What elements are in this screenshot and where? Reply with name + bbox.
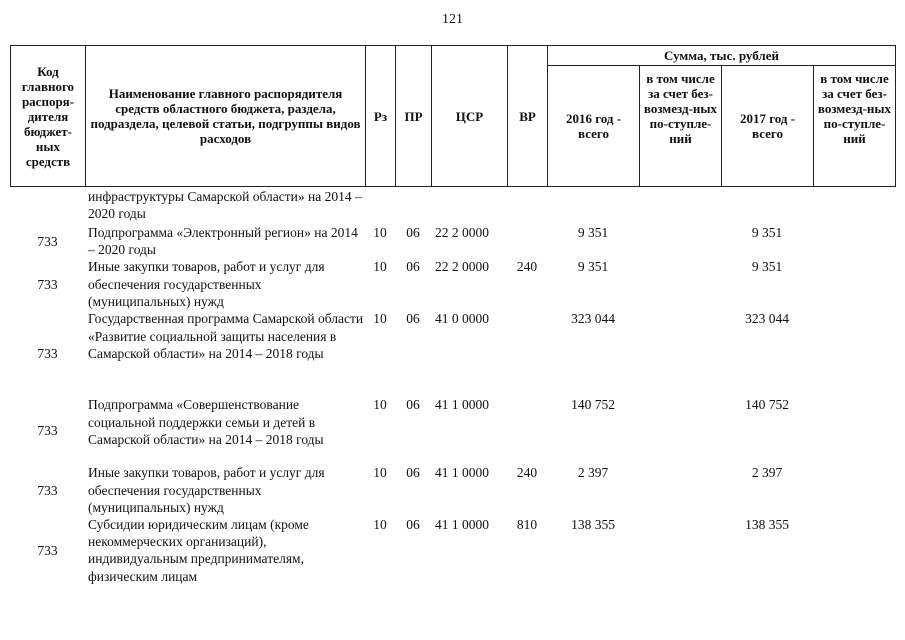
row-pr: 06 (406, 397, 420, 413)
header-rz: Рз (366, 46, 396, 187)
row-incl-2017 (813, 310, 895, 396)
row-pr (395, 188, 431, 224)
row-csr (431, 188, 507, 224)
row-incl-2017 (813, 188, 895, 224)
row-sum-2016: 323 044 (571, 311, 615, 327)
row-rz: 10 (373, 397, 387, 413)
row-vr: 240 (516, 259, 538, 275)
row-incl-2017 (813, 396, 895, 464)
row-sum-2016: 2 397 (577, 465, 609, 481)
row-incl-2016 (639, 516, 721, 586)
row-rz (365, 188, 395, 224)
row-sum-2017: 138 355 (745, 517, 789, 533)
row-name: Субсидии юридическим лицам (кроме некоммерческих организаций), индивидуальным предпринимателям, физическим лицам (88, 517, 309, 584)
header-sum-group: Сумма, тыс. рублей (548, 46, 896, 66)
header-code: Код главного распоря-дителя бюджет-ных средств (11, 46, 86, 187)
row-incl-2017 (813, 224, 895, 258)
table-row (10, 224, 895, 258)
row-name: Иные закупки товаров, работ и услуг для обеспечения государственных (муниципальных) нужд (88, 465, 325, 515)
row-name: Иные закупки товаров, работ и услуг для обеспечения государственных (муниципальных) нужд (88, 259, 325, 309)
header-pr: ПР (396, 46, 432, 187)
row-sum-2017: 9 351 (751, 259, 783, 275)
header-csr: ЦСР (432, 46, 508, 187)
table-row (10, 516, 895, 586)
row-vr (507, 396, 547, 464)
row-incl-2017 (813, 516, 895, 586)
row-pr: 06 (406, 465, 420, 481)
page-number: 121 (442, 12, 463, 27)
row-sum-2017: 140 752 (745, 397, 789, 413)
row-sum-2017: 323 044 (745, 311, 789, 327)
row-incl-2016 (639, 258, 721, 310)
table-row (10, 396, 895, 464)
row-csr: 41 0 0000 (435, 311, 489, 327)
table-row (10, 310, 895, 396)
row-vr (507, 310, 547, 396)
row-sum-2016 (547, 188, 639, 224)
header-incl-2017: в том числе за счет без-возмезд-ных по-ступле-ний (814, 66, 896, 187)
row-incl-2016 (639, 396, 721, 464)
row-code: 733 (37, 482, 58, 498)
row-code: 733 (37, 276, 58, 292)
row-incl-2017 (813, 258, 895, 310)
header-incl-2016: в том числе за счет без-возмезд-ных по-ступле-ний (640, 66, 722, 187)
row-pr: 06 (406, 311, 420, 327)
row-pr: 06 (406, 259, 420, 275)
row-csr: 22 2 0000 (435, 225, 489, 240)
header-total-2016: 2016 год - всего (548, 66, 640, 187)
row-sum-2017: 9 351 (751, 225, 783, 240)
row-vr: 240 (516, 465, 538, 481)
table-row (10, 464, 895, 516)
row-rz: 10 (373, 517, 387, 533)
row-pr: 06 (406, 225, 420, 240)
table-body (10, 188, 895, 586)
row-code (10, 188, 85, 224)
row-code: 733 (37, 422, 58, 438)
row-rz: 10 (373, 225, 387, 240)
table-header (10, 45, 896, 187)
row-sum-2017: 2 397 (751, 465, 783, 481)
row-pr: 06 (406, 517, 420, 533)
row-csr: 22 2 0000 (435, 259, 489, 275)
row-incl-2016 (639, 310, 721, 396)
row-incl-2016 (639, 188, 721, 224)
row-rz: 10 (373, 259, 387, 275)
row-code: 733 (37, 543, 58, 559)
row-vr (507, 188, 547, 224)
row-csr: 41 1 0000 (435, 465, 489, 481)
row-vr: 810 (516, 517, 538, 533)
row-incl-2016 (639, 464, 721, 516)
row-code: 733 (37, 345, 58, 361)
row-name: Подпрограмма «Электронный регион» на 2014 – 2020 годы (88, 225, 358, 258)
table-row (10, 188, 895, 224)
row-name: Государственная программа Самарской области «Развитие социальной защиты населения в Самарской области» на 2014 – 2018 годы (88, 311, 364, 361)
row-sum-2016: 9 351 (577, 225, 609, 240)
row-rz: 10 (373, 465, 387, 481)
header-vr: ВР (508, 46, 548, 187)
row-sum-2016: 9 351 (577, 259, 609, 275)
row-sum-2016: 138 355 (571, 517, 615, 533)
row-sum-2017 (721, 188, 813, 224)
row-name: Подпрограмма «Совершенствование социальной поддержки семьи и детей в Самарской области» на 2014 – 2018 годы (88, 397, 324, 447)
row-sum-2016: 140 752 (571, 397, 615, 413)
row-csr: 41 1 0000 (435, 397, 489, 413)
row-name: инфраструктуры Самарской области» на 2014 – 2020 годы (88, 189, 362, 222)
table-row (10, 258, 895, 310)
row-csr: 41 1 0000 (435, 517, 489, 533)
row-rz: 10 (373, 311, 387, 327)
row-incl-2016 (639, 224, 721, 258)
row-vr (507, 224, 547, 258)
row-incl-2017 (813, 464, 895, 516)
header-name: Наименование главного распорядителя средств областного бюджета, раздела, подраздела, целевой статьи, подгруппы видов расходов (86, 46, 366, 187)
header-total-2017: 2017 год - всего (722, 66, 814, 187)
row-code: 733 (37, 233, 58, 249)
